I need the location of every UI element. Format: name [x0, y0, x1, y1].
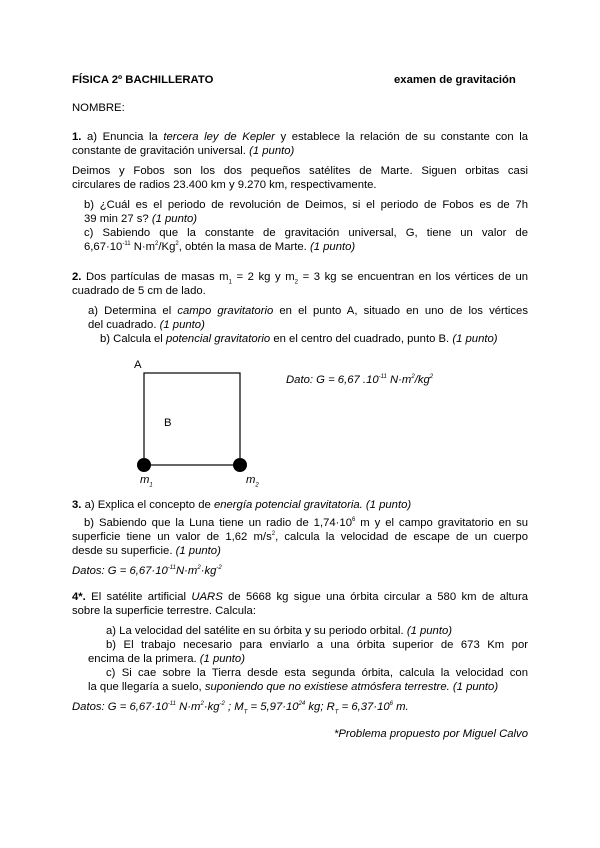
q2-line1: 2. Dos partículas de masas $m_1 = 2$ kg y $m_2 = 3$ kg se encuentran en los vértices de un: [72, 271, 529, 286]
q4-b-line2: encima de la primera. (1 punto): [88, 653, 245, 665]
q4-a-line: a) La velocidad del satélite en su órbita y su periodo orbital. (1 punto): [106, 625, 453, 637]
square-outline: [144, 373, 240, 465]
q1-b-line1: b) ¿Cuál es el periodo de revolución de Deimos, si el periodo de Fobos es de 7h: [84, 199, 528, 211]
q1-a-line2: constante de gravitación universal. (1 punto): [72, 145, 295, 157]
q4-line1: 4*. El satélite artificial UARS de 5668 kg sigue una órbita circular a 580 km de altura: [72, 591, 529, 603]
q3-b-line3: desde su superficie. (1 punto): [72, 545, 221, 557]
q1-context-line1: Deimos y Fobos son los dos pequeños satélites de Marte. Siguen orbitas casi: [72, 165, 528, 177]
q1-context-line2: circulares de radios 23.400 km y 9.270 km, respectivamente.: [72, 179, 377, 191]
q2-number: 2.: [72, 271, 82, 283]
q1-a-points: (1 punto): [249, 145, 295, 157]
q3-b-points: (1 punto): [175, 545, 221, 557]
q3-b-line1: b) Sabiendo que la Luna tiene un radio de $1,74\cdot 10^6$ m y el campo gravitatorio en su: [84, 517, 528, 529]
q1-c-points: (1 punto): [309, 241, 356, 253]
q2-a-points: (1 punto): [159, 319, 205, 331]
q1-number: 1.: [72, 131, 82, 143]
q1-b-line2: 39 min 27 s? (1 punto): [84, 213, 198, 225]
exam-title: examen de gravitación: [394, 74, 516, 86]
q4-b-points: (1 punto): [199, 653, 245, 665]
q4-c-line1: c) Si cae sobre la Tierra desde esta segunda órbita, calcula la velocidad con: [106, 667, 528, 679]
center-b-label: B: [164, 417, 172, 429]
subject-title: FÍSICA 2º BACHILLERATO: [72, 74, 214, 86]
q3-data: Datos: $G = 6,67\cdot 10^{-11}N\cdot m^2\cdot kg^{-2}$: [72, 565, 222, 577]
q1-c-line1: c) Sabiendo que la constante de gravitación universal, G, tiene un valor de: [84, 227, 528, 239]
mass-m2-label: $m_2$: [246, 474, 259, 489]
mass-m2-dot: [233, 458, 247, 472]
q4-number: 4*.: [72, 591, 86, 603]
q2-b-points: (1 punto): [452, 333, 498, 345]
q3-b-line2: superficie tiene un valor de 1,62 $m/s^2$, calcula la velocidad de escape de un cuerpo: [72, 531, 529, 543]
q3-a-line: 3. a) Explica el concepto de energía potencial gravitatoria. (1 punto): [72, 499, 412, 511]
q3-a-points: (1 punto): [365, 499, 412, 511]
mass-m1-label: $m_1$: [140, 474, 153, 489]
q4-line2: sobre la superficie terrestre. Calcula:: [72, 605, 256, 617]
q1-b-points: (1 punto): [151, 213, 198, 225]
q2-a-line2: del cuadrado. (1 punto): [88, 319, 205, 331]
q3-number: 3.: [72, 499, 82, 511]
mass-m1-dot: [137, 458, 151, 472]
vertex-a-label: A: [134, 359, 142, 371]
q1-c-line2: $6,67\cdot 10^{-11}$ $N\cdot m^2/Kg^2$, obtén la masa de Marte. (1 punto): [84, 241, 356, 253]
q4-c-points: (1 punto): [452, 681, 499, 693]
q4-b-line1: b) El trabajo necesario para enviarlo a una órbita superior de 673 Km por: [106, 639, 528, 651]
name-label: NOMBRE:: [72, 102, 125, 114]
q4-a-points: (1 punto): [406, 625, 453, 637]
q4-data: Datos: $G = 6,67\cdot 10^{-11}$ $N\cdot m^2\cdot kg^{-2}$ ; $M_T = 5,97\cdot 10^{24}$ kg; $R_T = 6,37\cdot 10^6$ m.: [72, 701, 409, 716]
q2-a-line1: a) Determina el campo gravitatorio en el punto A, situado en uno de los vértices: [88, 305, 528, 317]
q2-line2: cuadrado de 5 cm de lado.: [72, 285, 206, 297]
q1-a-line1: 1. a) Enuncia la tercera ley de Kepler y establece la relación de su constante con la: [72, 131, 528, 143]
q4-c-line2: la que llegaría a suelo, suponiendo que no existiese atmósfera terrestre. (1 punto): [88, 681, 499, 693]
credit-line: *Problema propuesto por Miguel Calvo: [333, 728, 528, 740]
q2-b-line: b) Calcula el potencial gravitatorio en el centro del cuadrado, punto B. (1 punto): [100, 333, 498, 345]
q2-data-g: Dato: G = 6,67 $.10^{-11}$ $N\cdot m^2/kg^2$: [286, 374, 434, 386]
